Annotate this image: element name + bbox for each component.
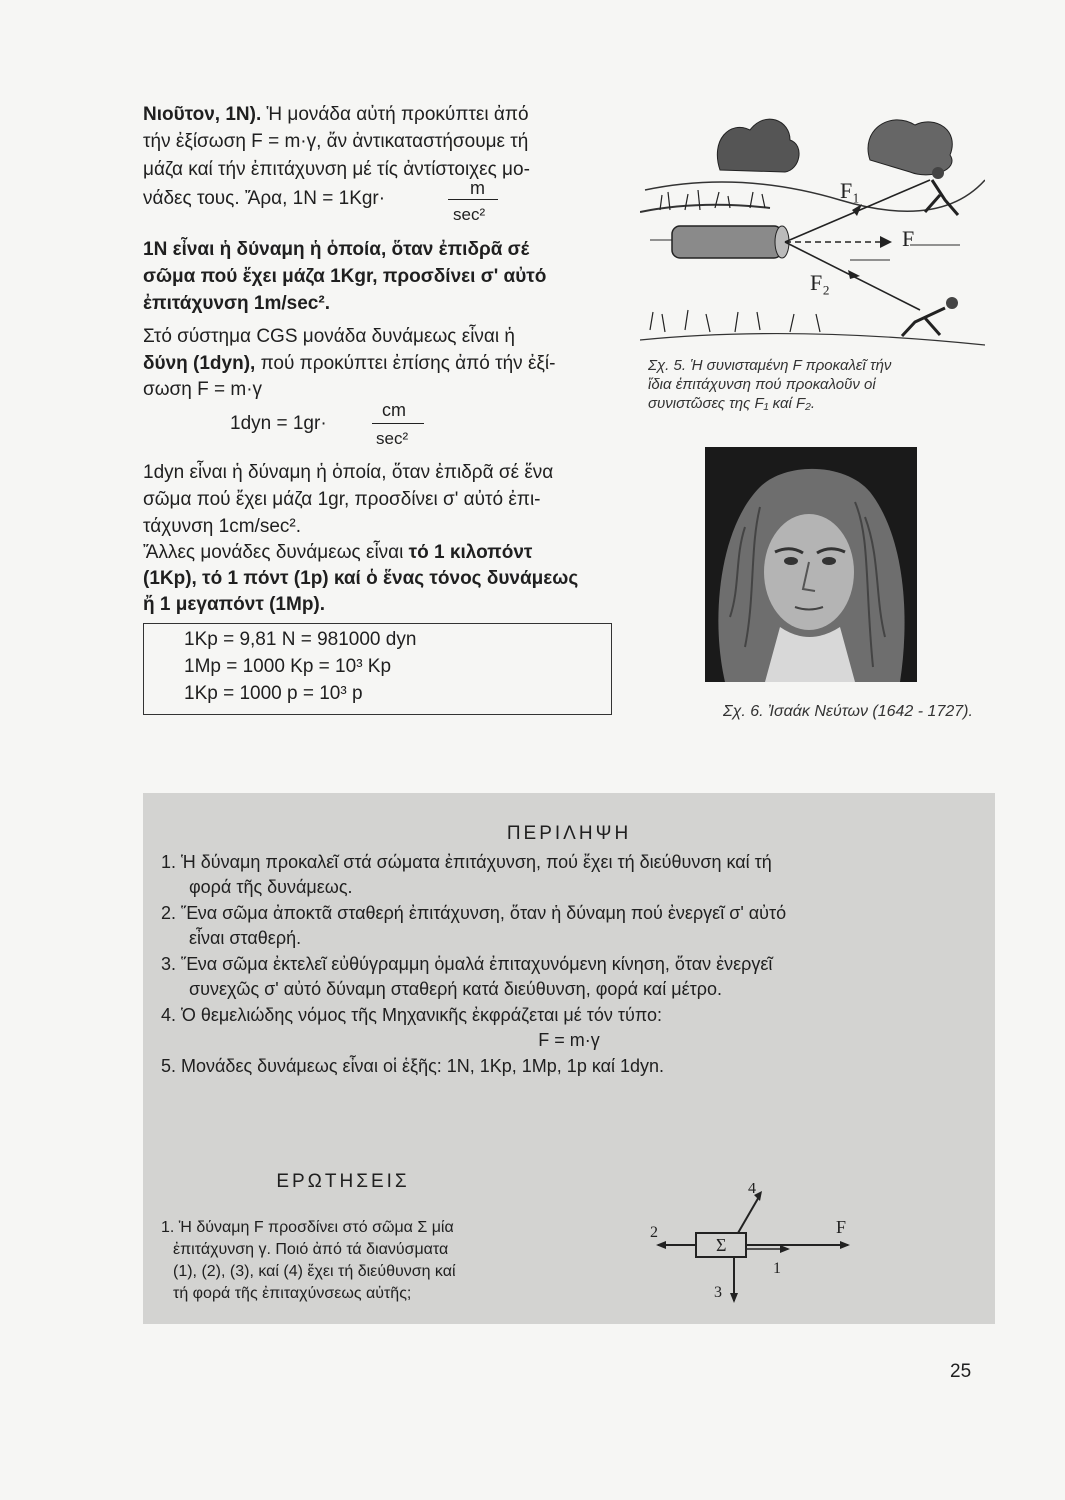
summary-formula: F = m·γ bbox=[538, 1030, 600, 1050]
fraction-numerator: cm bbox=[382, 400, 406, 420]
label-f1: F₁ bbox=[840, 178, 860, 203]
text-span: πού προκύπτει ἐπίσης ἀπό τήν ἐξί- bbox=[255, 353, 556, 374]
vector-2-label: 2 bbox=[650, 1224, 658, 1241]
text-line: 1dyn εἶναι ἡ δύναμη ἡ ὁποία, ὅταν ἐπιδρᾶ σέ ἕνα bbox=[143, 462, 554, 483]
question-line: 1. Ἡ δύναμη F προσδίνει στό σῶμα Σ μία bbox=[161, 1219, 454, 1236]
units-row: 1Kp = 9,81 N = 981000 dyn bbox=[184, 629, 417, 650]
summary-item: 5. Μονάδες δυνάμεως εἶναι οἱ ἑξῆς: 1Ν, 1Kp, 1Mp, 1p καί 1dyn. bbox=[161, 1056, 665, 1076]
text-line bbox=[143, 352, 555, 376]
units-box bbox=[143, 623, 612, 715]
fraction-line bbox=[372, 423, 424, 424]
summary-panel bbox=[143, 793, 995, 1324]
label-f2: F₂ bbox=[810, 270, 830, 295]
figure-caption: Σχ. 5. Ἡ συνισταμένη F προκαλεῖ τήν bbox=[648, 357, 892, 374]
newton-portrait bbox=[705, 447, 917, 682]
figure-caption: συνιστῶσες της F₁ καί F₂. bbox=[648, 395, 816, 412]
bold-span: Νιοῦτον, 1N). bbox=[143, 104, 262, 125]
summary-item: εἶναι σταθερή. bbox=[189, 928, 302, 948]
summary-item: φορά τῆς δυνάμεως. bbox=[189, 877, 353, 897]
fraction-denominator: sec² bbox=[453, 205, 486, 224]
vector-diagram bbox=[638, 1183, 878, 1318]
body-label: Σ bbox=[716, 1235, 727, 1255]
page-number: 25 bbox=[950, 1361, 972, 1382]
fraction-line bbox=[448, 199, 498, 200]
text-line bbox=[143, 541, 532, 565]
bold-span: τό 1 κιλοπόντ bbox=[408, 542, 533, 563]
force-illustration bbox=[640, 100, 985, 360]
fraction-numerator: m bbox=[470, 178, 485, 198]
units-row: 1Kp = 1000 p = 10³ p bbox=[184, 683, 363, 704]
text-line: τήν ἐξίσωση F = m·γ, ἄν ἀντικαταστήσουμε τή bbox=[143, 131, 529, 152]
vector-4-label: 4 bbox=[748, 1183, 756, 1197]
text-span: Ἡ μονάδα αὐτή προκύπτει ἀπό bbox=[261, 104, 529, 125]
summary-item: 4. Ὁ θεμελιώδης νόμος τῆς Μηχανικῆς ἐκφράζεται μέ τόν τύπο: bbox=[161, 1005, 663, 1025]
text-line: σῶμα πού ἔχει μάζα 1gr, προσδίνει σ' αὐτό ἐπι- bbox=[143, 489, 541, 510]
text-line: τάχυνση 1cm/sec². bbox=[143, 516, 302, 537]
figure-caption: ἴδια ἐπιτάχυνση πού προκαλοῦν οἱ bbox=[648, 376, 876, 393]
question-line: ἐπιτάχυνση γ. Ποιό ἀπό τά διανύσματα bbox=[173, 1241, 449, 1258]
text-line: Στό σύστημα CGS μονάδα δυνάμεως εἶναι ἡ bbox=[143, 326, 515, 347]
definition-line: 1Ν εἶναι ἡ δύναμη ἡ ὁποία, ὅταν ἐπιδρᾶ σέ bbox=[143, 239, 530, 260]
question-line: (1), (2), (3), καί (4) ἔχει τή διεύθυνση καί bbox=[173, 1263, 456, 1280]
summary-title: ΠΕΡΙΛΗΨΗ bbox=[506, 823, 632, 844]
equation: 1dyn = 1gr· bbox=[230, 413, 327, 434]
text-line: νάδες τους. Ἄρα, 1Ν = 1Kgr· bbox=[143, 188, 386, 209]
force-f-label: F bbox=[836, 1217, 847, 1237]
vector-1-label: 1 bbox=[773, 1260, 781, 1277]
text-line: μάζα καί τήν ἐπιτάχυνση μέ τίς ἀντίστοιχες μο- bbox=[143, 159, 530, 180]
question-line: τή φορά τῆς ἐπιταχύνσεως αὐτῆς; bbox=[173, 1285, 412, 1302]
text-span: Ἄλλες μονάδες δυνάμεως εἶναι bbox=[143, 542, 409, 563]
summary-item: 1. Ἡ δύναμη προκαλεῖ στά σώματα ἐπιτάχυνση, πού ἔχει τή διεύθυνση καί τή bbox=[161, 852, 772, 872]
text-line: ἤ 1 μεγαπόντ (1Mp). bbox=[143, 594, 326, 615]
figure-caption: Σχ. 6. Ἰσαάκ Νεύτων (1642 - 1727). bbox=[723, 703, 973, 720]
summary-item: 2. Ἕνα σῶμα ἀποκτᾶ σταθερή ἐπιτάχυνση, ὅταν ἡ δύναμη πού ἐνεργεῖ σ' αὐτό bbox=[161, 903, 787, 923]
fraction-denominator: sec² bbox=[376, 429, 409, 448]
summary-item: συνεχῶς σ' αὐτό δύναμη σταθερή κατά διεύθυνση, φορά καί μέτρο. bbox=[189, 979, 722, 999]
definition-line: ἐπιτάχυνση 1m/sec². bbox=[143, 293, 330, 314]
summary-item: 3. Ἕνα σῶμα ἐκτελεῖ εὐθύγραμμη ὁμαλά ἐπιταχυνόμενη κίνηση, ὅταν ἐνεργεῖ bbox=[161, 954, 773, 974]
text-line: (1Kp), τό 1 πόντ (1p) καί ὁ ἕνας τόνος δυνάμεως bbox=[143, 568, 579, 589]
vector-3-label: 3 bbox=[714, 1284, 722, 1301]
definition-line: σῶμα πού ἔχει μάζα 1Kgr, προσδίνει σ' αὐτό bbox=[143, 266, 547, 287]
text-line bbox=[143, 103, 529, 127]
questions-title: ΕΡΩΤΗΣΕΙΣ bbox=[276, 1171, 410, 1192]
units-row: 1Mp = 1000 Kp = 10³ Kp bbox=[184, 656, 392, 677]
bold-span: δύνη (1dyn), bbox=[143, 353, 256, 374]
label-f: F bbox=[902, 226, 915, 251]
text-line: σωση F = m·γ bbox=[143, 379, 263, 400]
